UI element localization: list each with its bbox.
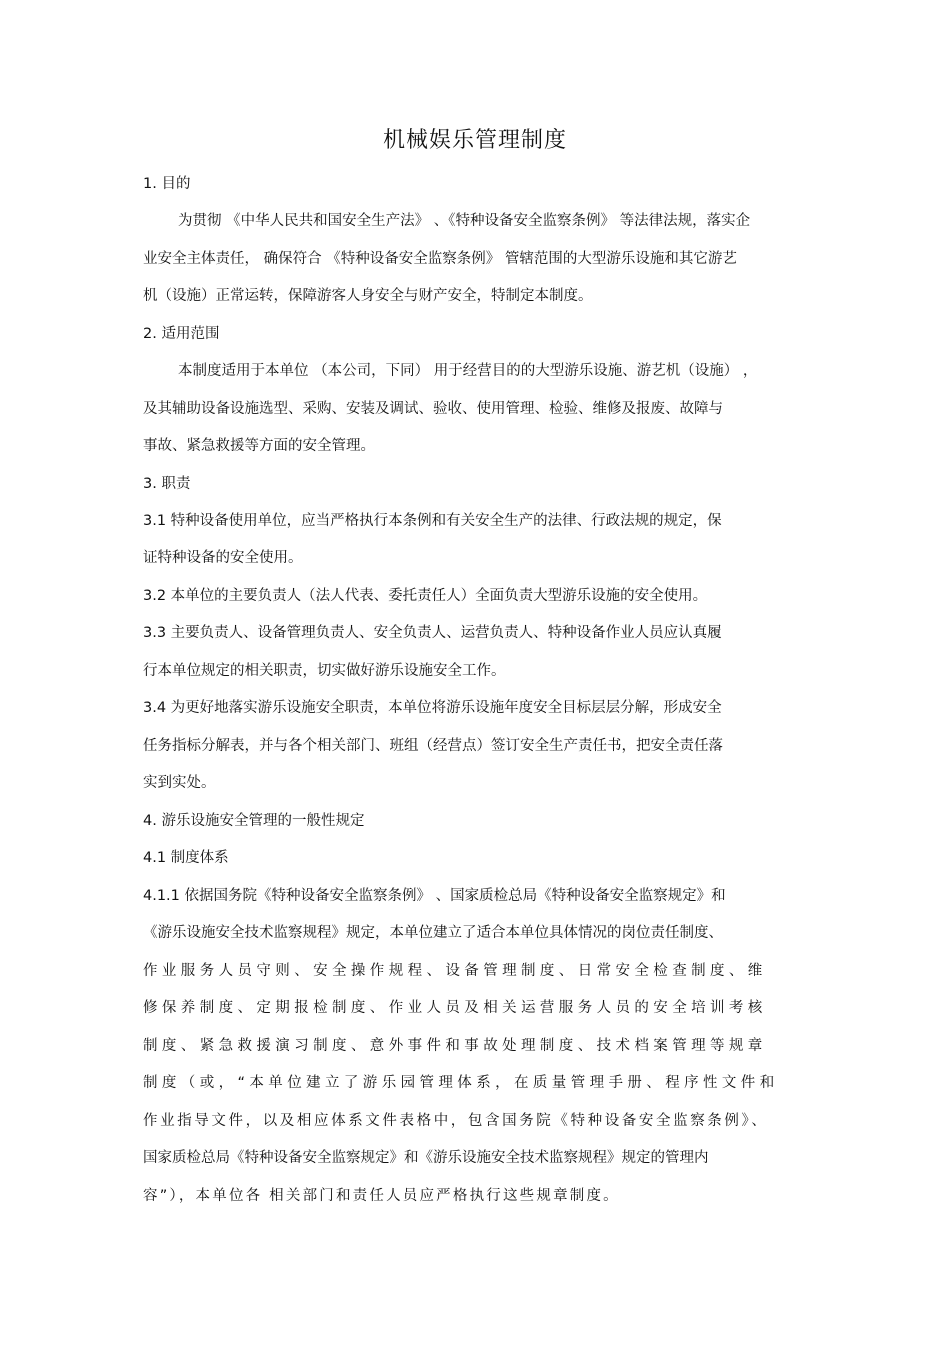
section-heading-purpose: 1. 目的: [143, 176, 191, 192]
paragraph-line: 本制度适用于本单位 （本公司，下同） 用于经营目的的大型游乐设施、游艺机（设施） ，: [178, 363, 758, 379]
clause-line: 容”），本单位各 相关部门和责任人员应严格执行这些规章制度。: [143, 1188, 620, 1204]
paragraph-line: 及其辅助设备设施选型、采购、安装及调试、验收、使用管理、检验、维修及报废、故障与: [143, 401, 723, 417]
paragraph-line: 机（设施）正常运转，保障游客人身安全与财产安全，特制定本制度。: [143, 288, 593, 304]
clause-line: 任务指标分解表，并与各个相关部门、班组（经营点）签订安全生产责任书，把安全责任落: [143, 738, 723, 754]
section-heading-scope: 2. 适用范围: [143, 326, 220, 342]
clause-line: 《游乐设施安全技术监察规程》规定，本单位建立了适合本单位具体情况的岗位责任制度、: [143, 925, 723, 941]
clause-line: 作业服务人员守则、安全操作规程、设备管理制度、日常安全检查制度、维: [143, 963, 767, 979]
clause-line: 国家质检总局《特种设备安全监察规定》和《游乐设施安全技术监察规程》规定的管理内: [143, 1150, 709, 1166]
clause-line: 证特种设备的安全使用。: [143, 550, 303, 566]
paragraph-line: 事故、紧急救援等方面的安全管理。: [143, 438, 375, 454]
subsection-heading: 4.1 制度体系: [143, 850, 229, 866]
clause-line: 3.4 为更好地落实游乐设施安全职责，本单位将游乐设施年度安全目标层层分解，形成安全: [143, 700, 722, 716]
clause-line: 实到实处。: [143, 775, 216, 791]
clause-line: 4.1.1 依据国务院《特种设备安全监察条例》 、国家质检总局《特种设备安全监察规定》和: [143, 888, 726, 904]
clause-line: 3.2 本单位的主要负责人（法人代表、委托责任人）全面负责大型游乐设施的安全使用。: [143, 588, 708, 604]
paragraph-line: 业安全主体责任， 确保符合 《特种设备安全监察条例》 管辖范围的大型游乐设施和其它游艺: [143, 251, 737, 267]
section-heading-responsibilities: 3. 职责: [143, 476, 191, 492]
clause-line: 制度（或，“本单位建立了游乐园管理体系，在质量管理手册、程序性文件和: [143, 1075, 779, 1091]
clause-line: 制度、紧急救援演习制度、意外事件和事故处理制度、技术档案管理等规章: [143, 1038, 767, 1054]
paragraph-line: 为贯彻 《中华人民共和国安全生产法》 、《特种设备安全监察条例》 等法律法规，落实企: [178, 213, 751, 229]
clause-line: 3.1 特种设备使用单位，应当严格执行本条例和有关安全生产的法律、行政法规的规定，保: [143, 513, 722, 529]
section-heading-general-rules: 4. 游乐设施安全管理的一般性规定: [143, 813, 365, 829]
clause-line: 行本单位规定的相关职责，切实做好游乐设施安全工作。: [143, 663, 506, 679]
clause-line: 3.3 主要负责人、设备管理负责人、安全负责人、运营负责人、特种设备作业人员应认真履: [143, 625, 722, 641]
clause-line: 修保养制度、定期报检制度、作业人员及相关运营服务人员的安全培训考核: [143, 1000, 767, 1016]
document-title: 机械娱乐管理制度: [382, 128, 567, 153]
clause-line: 作业指导文件，以及相应体系文件表格中，包含国务院《特种设备安全监察条例》、: [143, 1113, 769, 1129]
